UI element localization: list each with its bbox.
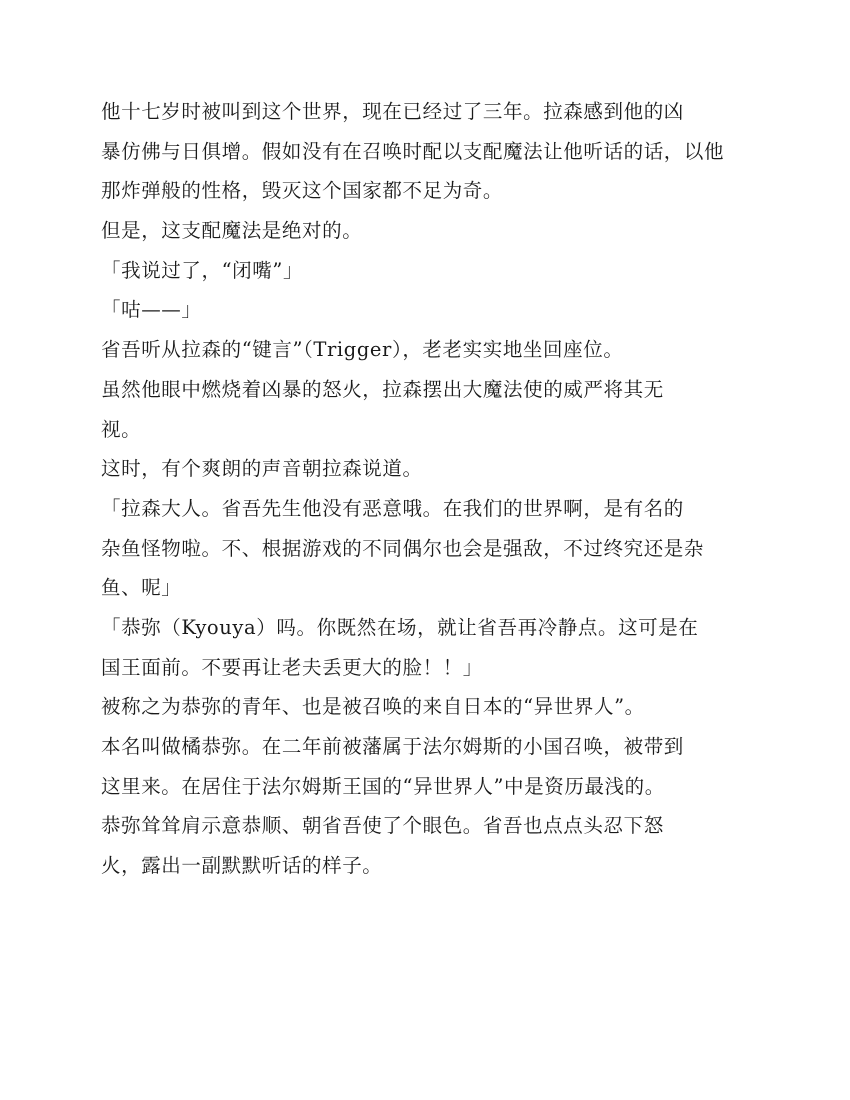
text-line: 那炸弹般的性格，毁灭这个国家都不足为奇。	[101, 179, 504, 203]
text-line: 杂鱼怪物啦。不、根据游戏的不同偶尔也会是强敌，不过终究还是杂	[101, 536, 705, 560]
text-line: 暴仿佛与日俱增。假如没有在召唤时配以支配魔法让他听话的话，以他	[101, 139, 725, 163]
text-line: 「恭弥（Kyouya）吗。你既然在场，就让省吾再冷静点。这可是在	[101, 615, 699, 639]
text-line: 虽然他眼中燃烧着凶暴的怒火，拉森摆出大魔法使的威严将其无	[101, 377, 664, 401]
text-line: 但是，这支配魔法是绝对的。	[101, 219, 363, 243]
text-line: 视。	[101, 417, 142, 441]
text-line: 火，露出一副默默听话的样子。	[101, 854, 383, 878]
text-line: 本名叫做橘恭弥。在二年前被藩属于法尔姆斯的小国召唤，被带到	[101, 735, 684, 758]
text-line: 这里来。在居住于法尔姆斯王国的“异世界人”中是资历最浅的。	[101, 774, 665, 798]
text-line: 「我说过了，“闭嘴”」	[101, 258, 304, 282]
body-text	[101, 92, 761, 886]
text-line: 这时，有个爽朗的声音朝拉森说道。	[101, 457, 423, 481]
text-line: 恭弥耸耸肩示意恭顺、朝省吾使了个眼色。省吾也点点头忍下怒	[101, 814, 664, 838]
text-line: 他十七岁时被叫到这个世界，现在已经过了三年。拉森感到他的凶	[101, 100, 684, 123]
text-line: 国王面前。不要再让老夫丢更大的脸！！」	[101, 655, 483, 679]
text-line: 「咕——」	[101, 298, 202, 322]
text-line: 「拉森大人。省吾先生他没有恶意哦。在我们的世界啊，是有名的	[101, 496, 684, 520]
text-line: 被称之为恭弥的青年、也是被召唤的来自日本的“异世界人”。	[101, 695, 645, 719]
text-line: 鱼、呢」	[101, 576, 182, 600]
text-line: 省吾听从拉森的“键言”（Trigger），老老实实地坐回座位。	[101, 338, 624, 362]
